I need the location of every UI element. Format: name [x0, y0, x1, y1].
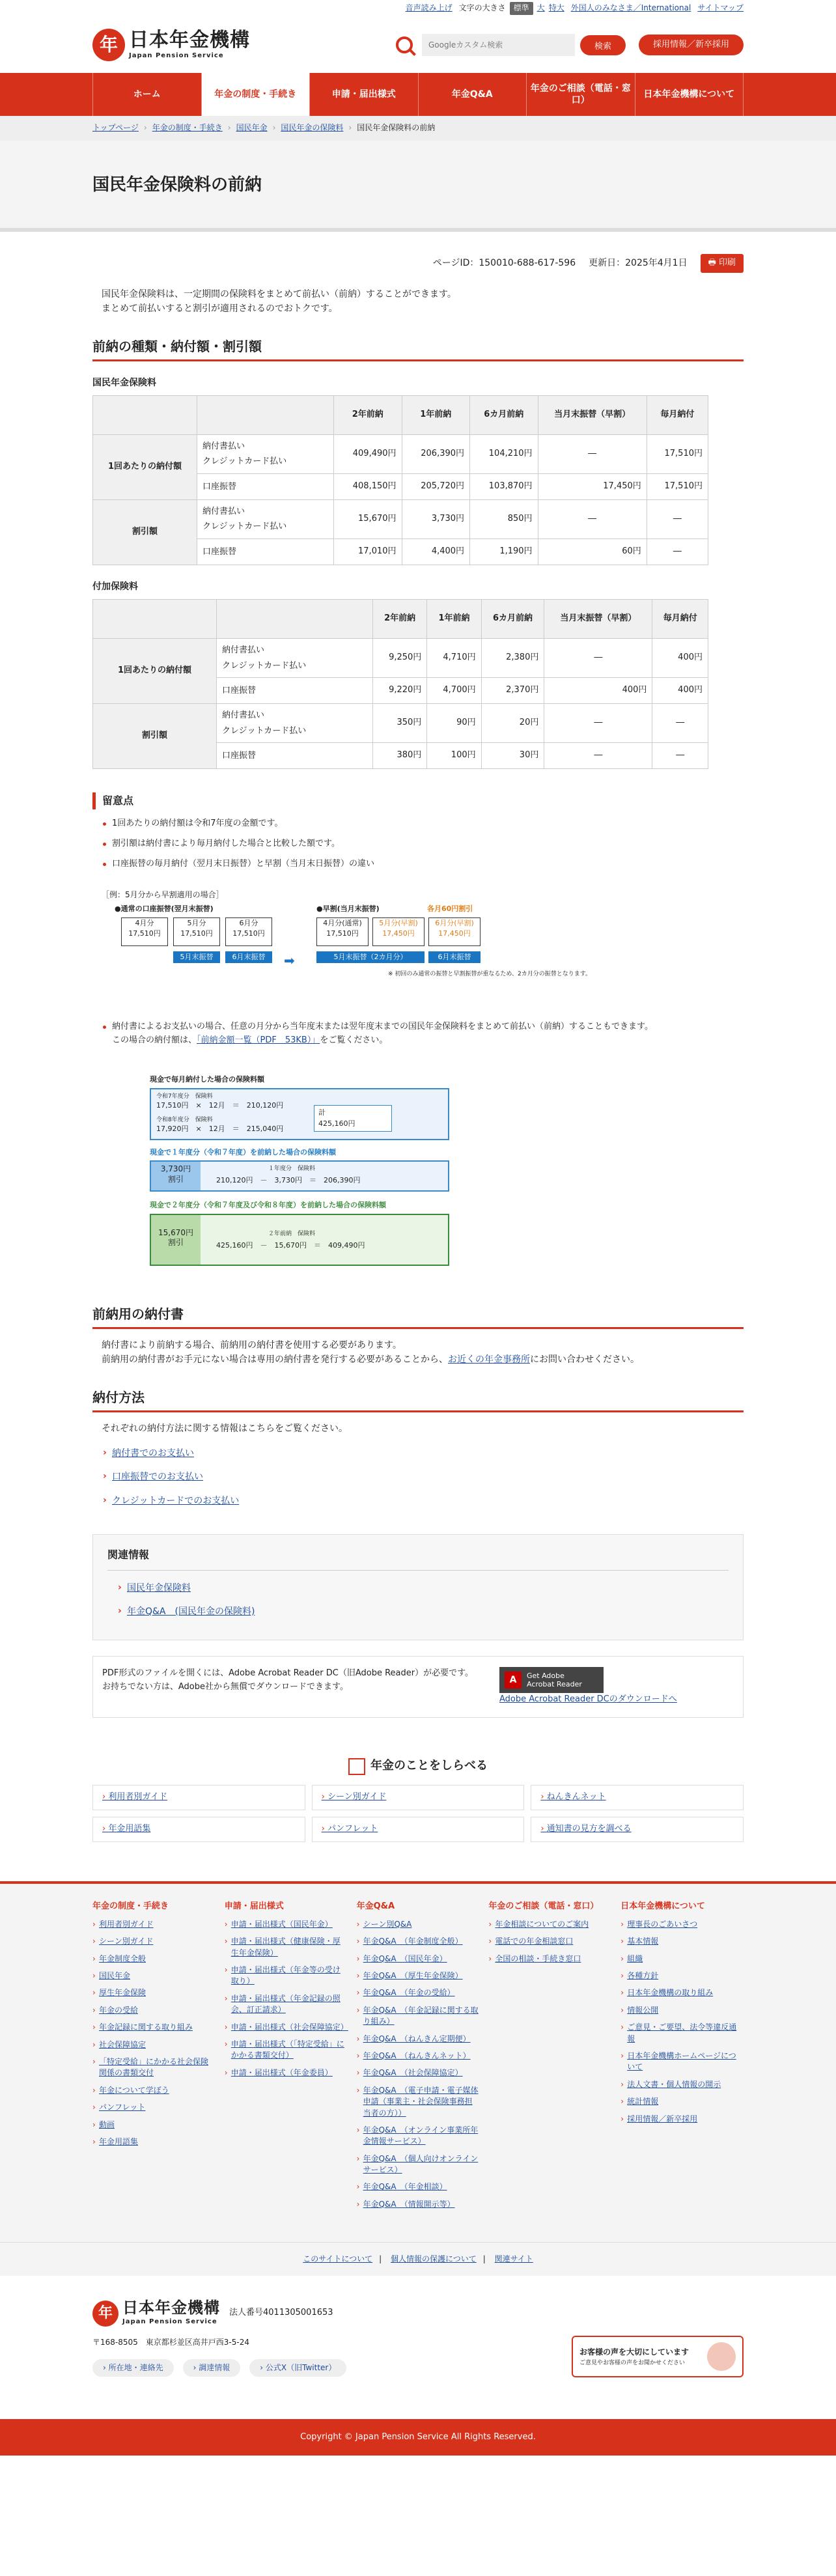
logo-name-en: Japan Pension Service: [129, 51, 224, 59]
header: [0, 17, 836, 73]
method-text: それぞれの納付方法に関する情報はこちらをご覧ください。: [102, 1423, 348, 1434]
nav-forms[interactable]: 申請・届出様式: [309, 73, 418, 116]
print-button[interactable]: 🖶 印刷: [701, 254, 744, 273]
footer-link[interactable]: 情報公開: [627, 2005, 659, 2015]
location-button[interactable]: › 所在地・連絡先: [92, 2359, 174, 2377]
nearest-office-link[interactable]: お近くの年金事務所: [448, 1354, 530, 1365]
list-item: 割引額は納付書により毎月納付した場合と比較した額です。: [103, 837, 744, 851]
footer-link[interactable]: 年金記録に関する取り組み: [99, 2023, 193, 2032]
related-sites-link[interactable]: 関連サイト: [494, 2254, 533, 2264]
footer-link[interactable]: シーン別Q&A: [363, 1919, 412, 1929]
footer-link[interactable]: 年金Q&A （ねんきんネット）: [363, 2051, 471, 2060]
font-size-standard[interactable]: 標準: [510, 2, 533, 14]
twitter-button[interactable]: › 公式X（旧Twitter）: [249, 2359, 346, 2377]
footer-bottom: [0, 2276, 836, 2419]
adobe-icon: A: [505, 1672, 522, 1688]
utility-bar: [0, 0, 836, 17]
nav-home[interactable]: ホーム: [92, 73, 201, 116]
guide-by-user-link[interactable]: › 利用者別ガイド: [102, 1792, 167, 1802]
font-size-large[interactable]: 大: [536, 3, 545, 13]
read-aloud-link[interactable]: 音声読み上げ: [405, 3, 453, 13]
footer-link[interactable]: 厚生年金保険: [99, 1988, 146, 1998]
footer-link[interactable]: 年金Q&A （年金記録に関する取り組み）: [363, 2005, 479, 2026]
font-size-switcher: [459, 2, 564, 14]
footer-link[interactable]: 申請・届出様式（国民年金）: [230, 1919, 333, 1929]
guide-by-scene-link[interactable]: › シーン別ガイド: [322, 1792, 387, 1802]
footer-link[interactable]: 各種方針: [627, 1970, 659, 1980]
recruit-button[interactable]: 採用情報／新卒採用: [639, 35, 744, 56]
notice-guide-link[interactable]: › 通知書の見方を調べる: [540, 1824, 631, 1834]
logo-name: 日本年金機構: [129, 28, 250, 51]
adobe-download-link[interactable]: Adobe Acrobat Reader DCのダウンロードへ: [499, 1694, 677, 1705]
nenkin-net-link[interactable]: › ねんきんネット: [540, 1792, 606, 1802]
search-input[interactable]: [422, 34, 575, 56]
footer-link[interactable]: 年金制度全般: [99, 1953, 146, 1963]
footer-link[interactable]: 年金Q&A （情報開示等）: [363, 2199, 455, 2209]
glossary-link[interactable]: › 年金用語集: [102, 1824, 150, 1834]
font-size-xlarge[interactable]: 特大: [548, 3, 564, 13]
intro-text-1: 国民年金保険料は、一定期間の保険料をまとめて前払い（前納）することができます。: [102, 288, 456, 300]
intro-text-2: まとめて前払いすると割引が適用されるのでおトクです。: [102, 303, 338, 315]
footer-link[interactable]: 申請・届出様式（「特定受給」にかかる書類交付）: [230, 2039, 344, 2060]
pencil-icon: [348, 1758, 365, 1775]
related-title: 関連情報: [107, 1547, 729, 1571]
footer-link[interactable]: 申請・届出様式（健康保険・厚生年金保険）: [230, 1937, 341, 1957]
breadcrumb-system[interactable]: 年金の制度・手続き: [152, 123, 223, 133]
footer-link[interactable]: 申請・届出様式（社会保障協定）: [230, 2022, 348, 2032]
nav-system[interactable]: 年金の制度・手続き: [201, 73, 310, 116]
procurement-button[interactable]: › 調達情報: [183, 2359, 241, 2377]
pdf-text: PDF形式のファイルを開くには、Adobe Acrobat Reader DC（旧Adobe Reader）が必要です。お持ちでない方は、Adobe社から無償でダウンロードできます。: [102, 1668, 474, 1692]
footer-link[interactable]: シーン別ガイド: [99, 1937, 154, 1946]
table1-title: 国民年金保険料: [92, 377, 156, 388]
nav-about[interactable]: 日本年金機構について: [635, 73, 744, 116]
slip-text-2: 前納用の納付書がお手元にない場合は専用の納付書を発行する必要があることから、お近くの年金事務所にお問い合わせください。: [102, 1354, 639, 1365]
footer-link[interactable]: 年金Q&A （年金の受給）: [363, 1988, 455, 1998]
corporate-number: 法人番号4011305001653: [229, 2308, 333, 2318]
breadcrumb-current: 国民年金保険料の前納: [357, 123, 436, 133]
footer-link[interactable]: 年金Q&A （オンライン事業所年金情報サービス）: [363, 2125, 479, 2146]
footer-link[interactable]: 法人文書・個人情報の開示: [627, 2079, 721, 2089]
site-logo[interactable]: [92, 29, 250, 61]
adobe-badge[interactable]: A Get Adobe Acrobat Reader: [499, 1667, 604, 1693]
points-title: 留意点: [92, 792, 744, 809]
slip-text-1: 納付書により前納する場合、前納用の納付書を使用する必要があります。: [102, 1339, 402, 1351]
footer-link[interactable]: 年金Q&A （社会保障協定）: [363, 2068, 463, 2078]
slip-payment-link[interactable]: 納付書でのお支払い: [112, 1448, 194, 1459]
points-list: [92, 817, 744, 871]
list-item: 口座振替の毎月納付（翌月末日振替）と早割（当月末日振替）の違い: [103, 858, 744, 871]
operator-icon: [707, 2342, 736, 2371]
footer-col-title[interactable]: 申請・届出様式: [224, 1901, 284, 1911]
fee-table-additional: 2年前納 1年前納 6カ月前納 当月末振替（早割） 毎月納付 1回あたりの納付額 納付書払い クレジットカード払い 9,250円 4,710円 2,380円 ― 400円 口座振替 9,220円 4,700円 2,370円 400円 400円 割引額 納付書払い クレジットカード払い 350円 90円 20円 ― ― 口座振替 380円 100円 30円 ― ―: [92, 599, 708, 769]
footer-link[interactable]: 年金Q&A （電子申請・電子媒体申請（事業主・社会保険事務担当者の方））: [363, 2085, 479, 2118]
related-info: [92, 1534, 744, 1640]
address: 〒168-8505 東京都杉並区高井戸西3-5-24: [92, 2337, 249, 2347]
breadcrumb-top[interactable]: トップページ: [92, 123, 139, 133]
table2-title: 付加保険料: [92, 581, 138, 592]
footer-link[interactable]: 採用情報／新卒採用: [627, 2114, 698, 2123]
copyright: Copyright © Japan Pension Service All Rights Reserved.: [0, 2419, 836, 2456]
page-id: ページID：150010-688-617-596: [432, 258, 576, 269]
footer-link[interactable]: 組織: [627, 1953, 643, 1963]
points-list-2: [92, 1020, 744, 1048]
method-links: [92, 1446, 744, 1508]
privacy-link[interactable]: 個人情報の保護について: [390, 2254, 477, 2264]
prepay-comparison-figure: 現金で毎月納付した場合の保険料額 令和7年度分 保険料 17,510円 × 12月 ＝ 210,120円 令和8年度分 保険料 17,920円 × 12月 ＝ 215,040円 計 425,160円 現金で１年度分（令和７年度）を前納した場合の保険料額 3,730円 割引 １年度分 保険料 210,120円 － 3,730円 ＝ 206,390円 現金で２年度分（令和７年度及び令和８年度）を前納した場合の保険料額 15,670円 割引 ２年前納 保険料 425,160円 － 15,670円 ＝ 409,490円: [150, 1074, 449, 1266]
pamphlet-link[interactable]: › パンフレット: [322, 1824, 378, 1834]
early-discount-figure: ［例：5月分から早割適用の場合］ ●通常の口座振替(翌月末振替) ●早割(当月末振替) 各月60円割引 4月分 17,510円 5月分 17,510円 6月分 17,510円 5月末振替 6月末振替 ➡ 4月分(通常) 17,510円 5月分(早割) 17,450円 6月分(早割) 17,450円 5月末振替（2カ月分） 6月末振替 ※ 初回のみ通常の振替と早割振替が重なるため、2カ月分の振替となります。: [102, 890, 592, 978]
list-item: 1回あたりの納付額は令和7年度の金額です。: [103, 817, 744, 831]
pdf-notice: [92, 1656, 744, 1718]
breadcrumb-premium[interactable]: 国民年金の保険料: [281, 123, 344, 133]
footer-link[interactable]: 理事長のごあいさつ: [627, 1919, 698, 1929]
credit-card-link[interactable]: クレジットカードでのお支払い: [112, 1495, 240, 1506]
footer-link[interactable]: 「特定受給」にかかる社会保険関係の書類交付: [99, 2056, 209, 2078]
nav-qa[interactable]: 年金Q&A: [418, 73, 527, 116]
logo-mark: 年: [92, 29, 125, 61]
footer-col-title[interactable]: 年金のご相談（電話・窓口）: [488, 1901, 599, 1911]
footer-link[interactable]: 申請・届出様式（年金記録の照会、訂正請求）: [230, 1993, 341, 2015]
footer-col: [92, 1901, 216, 2217]
updated-date: 更新日：2025年4月1日: [589, 258, 688, 269]
fee-table-national: 2年前納 1年前納 6カ月前納 当月末振替（早割） 毎月納付 1回あたりの納付額 納付書払い クレジットカード払い 409,490円 206,390円 104,210円 ― 17,510円 口座振替 408,150円 205,720円 103,870円 17,450円 17,510円 割引額 納付書払い クレジットカード払い 15,670円 3,730円 850円 ― ― 口座振替 17,010円 4,400円 1,190円 60円 ―: [92, 395, 708, 565]
footer-col-title[interactable]: 年金Q&A: [356, 1901, 395, 1911]
footer-sitemap: [0, 1881, 836, 2243]
customer-voice-banner[interactable]: お客様の声を大切にしています ご意見やお客様の声をお聞かせください: [572, 2336, 744, 2377]
main-content: [92, 254, 744, 1842]
footer-link[interactable]: 社会保障協定: [99, 2039, 146, 2049]
footer-link[interactable]: 動画: [99, 2120, 115, 2129]
about-site-link[interactable]: このサイトについて: [303, 2254, 373, 2264]
nav-consult[interactable]: 年金のご相談（電話・窓口）: [526, 73, 635, 116]
breadcrumb: トップページ › 年金の制度・手続き › 国民年金 › 国民年金の保険料 › 国民年金保険料の前納: [0, 116, 836, 141]
search-icon: [396, 36, 413, 53]
section-title-slip: 前納用の納付書: [92, 1304, 744, 1329]
footer-link[interactable]: 年金の受給: [99, 2005, 139, 2015]
footer-link[interactable]: 年金用語集: [99, 2136, 139, 2146]
related-link[interactable]: 年金Q&A (国民年金の保険料): [127, 1606, 255, 1617]
footer-link[interactable]: 年金Q&A （個人向けオンラインサービス）: [363, 2153, 479, 2175]
footer-link[interactable]: 年金Q&A （国民年金）: [363, 1953, 447, 1963]
footer-link[interactable]: 年金Q&A （厚生年金保険）: [363, 1970, 463, 1980]
footer-link[interactable]: 年金について学ぼう: [99, 2085, 169, 2095]
title-area: [0, 141, 836, 232]
bank-transfer-link[interactable]: 口座振替でのお支払い: [112, 1472, 203, 1483]
footer-links: このサイトについて | 個人情報の保護について | 関連サイト: [0, 2242, 836, 2276]
footer-link[interactable]: 全国の相談・手続き窓口: [495, 1953, 581, 1963]
page-title: 国民年金保険料の前納: [92, 175, 262, 195]
footer-link[interactable]: 基本情報: [627, 1937, 659, 1946]
font-size-label: 文字の大きさ: [458, 3, 506, 13]
footer-col-title[interactable]: 日本年金機構について: [620, 1901, 705, 1911]
list-item: 納付書によるお支払いの場合、任意の月分から当年度末または翌年度末までの国民年金保険料をまとめて前払い（前納）することもできます。 この場合の納付額は、「前納金額一覧（PDF 53KB）」をご覧ください。: [103, 1020, 744, 1048]
shiraberu-links: [92, 1785, 744, 1842]
footer-col: [225, 1901, 348, 2217]
footer-link[interactable]: 電話での年金相談窓口: [495, 1937, 574, 1946]
footer-col: [357, 1901, 480, 2217]
foreign-link[interactable]: 外国人のみなさま／International: [570, 3, 691, 13]
footer-col: [620, 1901, 744, 2217]
footer-link[interactable]: 日本年金機構の取り組み: [627, 1988, 714, 1998]
shiraberu-heading: 年金のことをしらべる: [92, 1757, 744, 1776]
footer-link[interactable]: 年金Q&A （年金制度全般）: [363, 1937, 463, 1946]
prepay-list-pdf-link[interactable]: 「前納金額一覧（PDF 53KB）」: [197, 1035, 320, 1046]
footer-link[interactable]: 年金Q&A （年金相談）: [363, 2182, 447, 2192]
breadcrumb-kokumin[interactable]: 国民年金: [236, 123, 268, 133]
footer-link[interactable]: 年金相談についてのご案内: [495, 1919, 589, 1929]
footer-link[interactable]: 申請・届出様式（年金委員）: [230, 2067, 333, 2077]
footer-link[interactable]: 利用者別ガイド: [99, 1919, 154, 1929]
footer-link[interactable]: 年金Q&A （ねんきん定期便）: [363, 2034, 471, 2043]
footer-link[interactable]: 申請・届出様式（年金等の受け取り）: [230, 1965, 341, 1986]
footer-link[interactable]: 統計情報: [627, 2097, 659, 2107]
footer-col-title[interactable]: 年金の制度・手続き: [92, 1901, 169, 1911]
footer-link[interactable]: ご意見・ご要望、法令等違反通報: [627, 2023, 737, 2043]
related-link[interactable]: 国民年金保険料: [127, 1582, 191, 1593]
footer-logo[interactable]: 年 日本年金機構 Japan Pension Service: [92, 2299, 220, 2327]
global-nav: [0, 73, 836, 116]
footer-col: [488, 1901, 611, 2217]
footer-link[interactable]: 日本年金機構ホームページについて: [627, 2051, 736, 2072]
search-button[interactable]: 検索: [580, 35, 626, 55]
search-area: [396, 34, 744, 56]
footer-link[interactable]: 国民年金: [99, 1970, 131, 1980]
section-title-method: 納付方法: [92, 1387, 744, 1412]
footer-link[interactable]: パンフレット: [99, 2103, 146, 2112]
section-title-fees: 前納の種類・納付額・割引額: [92, 336, 744, 361]
sitemap-link[interactable]: サイトマップ: [697, 3, 744, 13]
